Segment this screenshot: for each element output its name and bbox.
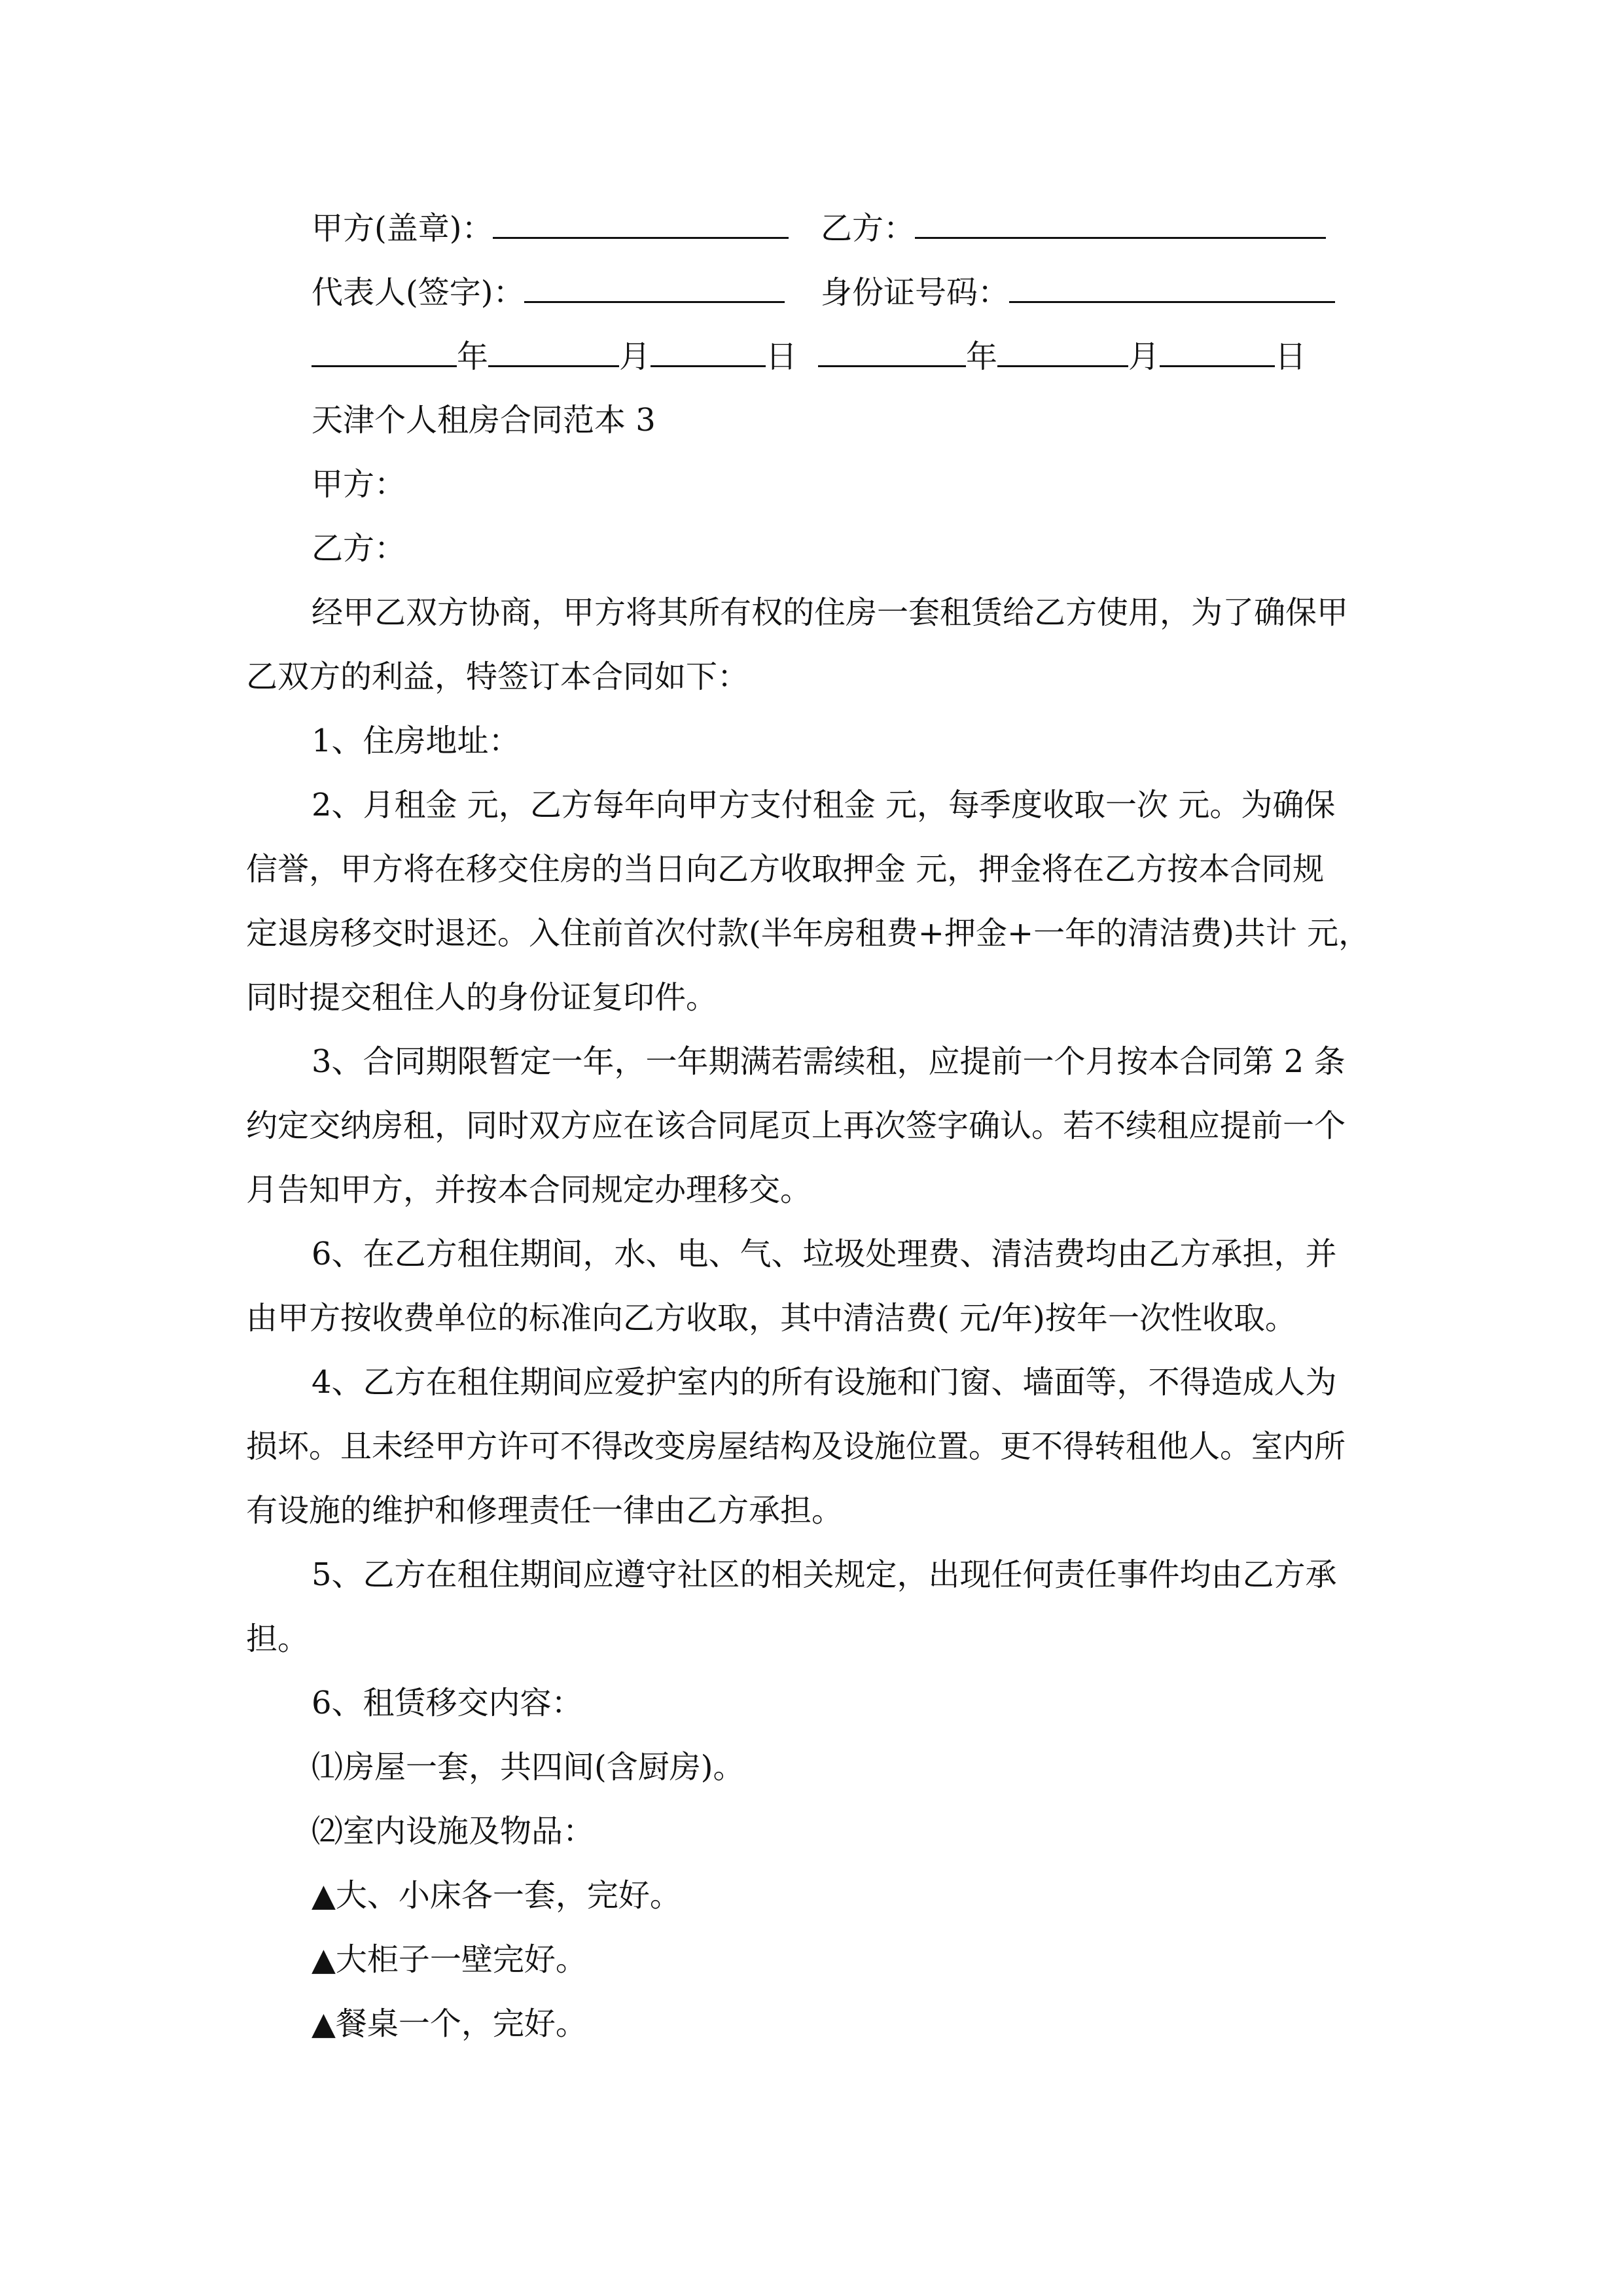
clause-2-line-4: 同时提交租住人的身份证复印件。 — [246, 979, 718, 1016]
date-b-year: 年 — [966, 338, 998, 375]
handover-item-2: ⑵室内设施及物品： — [312, 1813, 595, 1850]
signature-row-party-b — [821, 208, 1326, 248]
clause-2-line-3: 定退房移交时退还。入住前首次付款(半年房租费+押金+一年的清洁费)共计 元， — [246, 915, 1370, 952]
clause-2-line-2: 信誉，甲方将在移交住房的当日向乙方收取押金 元，押金将在乙方按本合同规 — [246, 851, 1325, 888]
intro-line-1: 经甲乙双方协商，甲方将其所有权的住房一套租赁给乙方使用，为了确保甲 — [312, 594, 1349, 631]
clause-6a-line-2: 由甲方按收费单位的标准向乙方收取，其中清洁费( 元/年)按年一次性收取。 — [246, 1300, 1296, 1336]
signature-row-rep — [312, 272, 785, 312]
clause-3-line-2: 约定交纳房租，同时双方应在该合同尾页上再次签字确认。若不续租应提前一个 — [246, 1107, 1346, 1144]
party-a-seal-blank — [493, 208, 789, 239]
clause-1: 1、住房地址： — [312, 723, 520, 759]
party-b-label: 乙方： — [821, 210, 916, 247]
signature-row-party — [312, 208, 789, 248]
id-number-label: 身份证号码： — [821, 274, 1010, 311]
party-a-seal-label: 甲方(盖章)： — [312, 210, 493, 247]
date-a-year: 年 — [457, 338, 489, 375]
date-b-day: 日 — [1275, 338, 1307, 375]
clause-4-line-2: 损坏。且未经甲方许可不得改变房屋结构及设施位置。更不得转租他人。室内所 — [246, 1428, 1346, 1465]
clause-3-line-3: 月告知甲方，并按本合同规定办理移交。 — [246, 1172, 812, 1208]
date-b-year-blank — [818, 336, 966, 367]
representative-blank — [524, 272, 785, 303]
party-b-blank — [915, 208, 1326, 239]
clause-3-line-1: 3、合同期限暂定一年，一年期满若需续租，应提前一个月按本合同第 2 条 — [312, 1043, 1346, 1080]
furniture-item-dining-table: ▲餐桌一个，完好。 — [312, 2005, 587, 2042]
date-a-day-blank — [651, 336, 766, 367]
contract-title: 天津个人租房合同范本 3 — [312, 402, 656, 439]
handover-item-1: ⑴房屋一套，共四间(含厨房)。 — [312, 1749, 745, 1785]
clause-6a-line-1: 6、在乙方租住期间，水、电、气、垃圾处理费、清洁费均由乙方承担，并 — [312, 1236, 1337, 1272]
clause-4-line-1: 4、乙方在租住期间应爱护室内的所有设施和门窗、墙面等，不得造成人为 — [312, 1364, 1337, 1401]
date-a-month: 月 — [619, 338, 651, 375]
furniture-item-beds: ▲大、小床各一套，完好。 — [312, 1877, 681, 1914]
date-row-b — [818, 336, 1306, 376]
date-a-month-blank — [488, 336, 619, 367]
party-a-line: 甲方： — [312, 466, 406, 503]
clause-4-line-3: 有设施的维护和修理责任一律由乙方承担。 — [246, 1492, 844, 1529]
date-a-day: 日 — [766, 338, 798, 375]
representative-label: 代表人(签字)： — [312, 274, 525, 311]
date-b-month-blank — [997, 336, 1128, 367]
clause-5-line-1: 5、乙方在租住期间应遵守社区的相关规定，出现任何责任事件均由乙方承 — [312, 1556, 1337, 1593]
date-b-month: 月 — [1128, 338, 1160, 375]
signature-row-id — [821, 272, 1335, 312]
party-b-line: 乙方： — [312, 530, 406, 567]
date-a-year-blank — [312, 336, 457, 367]
clause-2-line-1: 2、月租金 元，乙方每年向甲方支付租金 元，每季度收取一次 元。为确保 — [312, 787, 1336, 823]
furniture-item-wardrobe: ▲大柜子一壁完好。 — [312, 1941, 587, 1978]
date-row-a — [312, 336, 797, 376]
clause-5-line-2: 担。 — [246, 1621, 310, 1657]
date-b-day-blank — [1160, 336, 1275, 367]
intro-line-2: 乙双方的利益，特签订本合同如下： — [246, 658, 749, 695]
id-number-blank — [1009, 272, 1335, 303]
clause-6b: 6、租赁移交内容： — [312, 1685, 583, 1721]
